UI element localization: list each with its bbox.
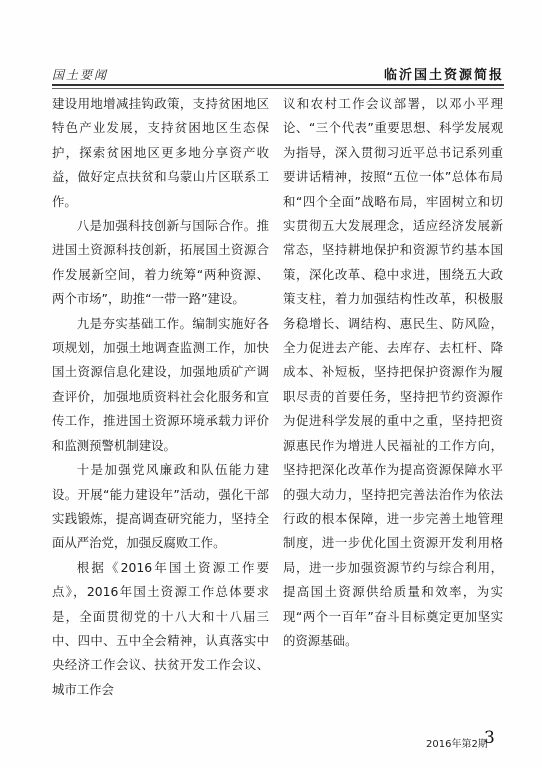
paragraph-item-10: 十是加强党风廉政和队伍能力建设。开展“能力建设年”活动，强化干部实践锻炼，提高调查研究能力，坚持全面从严治党，加强反腐败工作。 <box>52 462 269 551</box>
left-column <box>52 92 269 702</box>
issue-label: 2016年第2期 <box>426 739 488 750</box>
paragraph-continued: 建设用地增减挂钩政策，支持贫困地区特色产业发展，支持贫困地区生态保护，探索贫困地区更多地分享资产收益，做好定点扶贫和乌蒙山片区联系工作。 <box>52 96 269 209</box>
paragraph-requirements: 根据《2016年国土资源工作要点》，2016年国土资源工作总体要求是，全面贯彻党的十八大和十八届三中、四中、五中全会精神，认真落实中央经济工作会议、扶贫开发工作会议、城市工作会 <box>52 559 269 697</box>
running-header <box>52 66 504 86</box>
paragraph-requirements-continued: 议和农村工作会议部署，以邓小平理论、“三个代表”重要思想、科学发展观为指导，深入贯彻习近平总书记系列重要讲话精神，按照“五位一体”总体布局和“四个全面”战略布局，牢固树立和切实贯彻五大发展理念，适应经济发展新常态，坚持耕地保护和资源节约基本国策，深化改革、稳中求进，围绕五大政策支柱，着力加强结构性改革，积极服务稳增长、调结构、惠民生、防风险，全力促进去产能、去库存、去杠杆、降成本、补短板，坚持把保护资源作为履职尽责的首要任务，坚持把节约资源作为促进科学发展的重中之重，坚持把资源惠民作为增进人民福祉的工作方向，坚持把深化改革作为提高资源保障水平的强大动力，坚持把完善法治作为依法行政的根本保障，进一步完善土地管理制度，进一步优化国土资源开发利用格局，进一步加强资源节约与综合利用，提高国土资源供给质量和效率，为实现“两个一百年”奋斗目标奠定更加坚实的资源基础。 <box>283 96 503 648</box>
page-number: 3 <box>484 728 495 748</box>
right-column <box>283 92 503 653</box>
paragraph-item-8: 八是加强科技创新与国际合作。推进国土资源科技创新，拓展国土资源合作发展新空间，着力统筹“两种资源、两个市场”，助推“一带一路”建设。 <box>52 218 269 307</box>
section-title: 国土要闻 <box>52 68 109 82</box>
publication-title: 临沂国土资源简报 <box>383 68 504 83</box>
header-rule-thin <box>52 88 504 89</box>
paragraph-item-9: 九是夯实基础工作。编制实施好各项规划，加强土地调查监测工作，加快国土资源信息化建设，加强地质矿产调查评价，加强地质资料社会化服务和宣传工作，推进国土资源环境承载力评价和监测预警机制建设。 <box>52 315 269 453</box>
header-rule-thick <box>52 84 504 86</box>
